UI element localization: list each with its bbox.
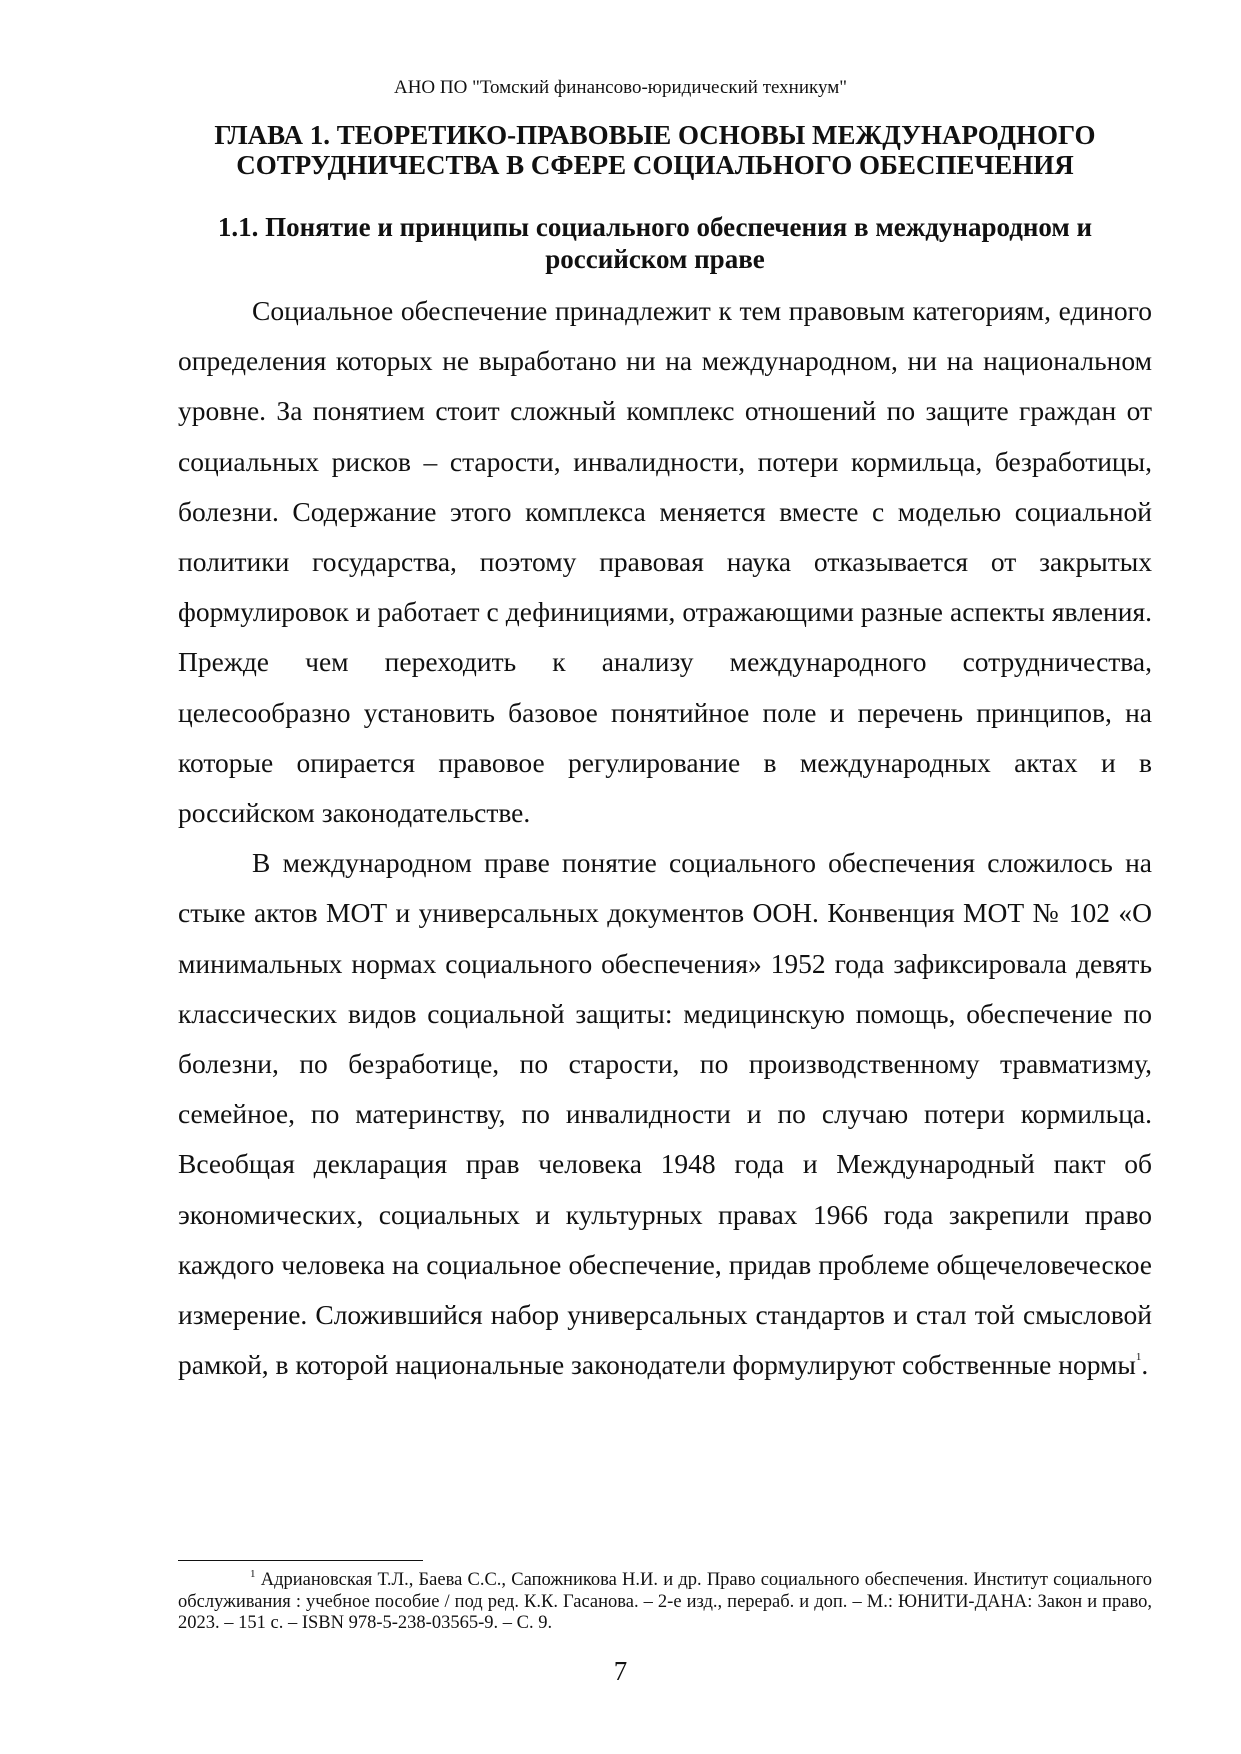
footnote	[178, 1570, 1152, 1635]
page-header: АНО ПО "Томский финансово-юридический техникум"	[393, 77, 848, 98]
section-title	[160, 211, 1150, 275]
page-number: 7	[613, 1656, 628, 1686]
paragraph-2	[178, 838, 1152, 1390]
footnote-reference[interactable]: 1	[1135, 1351, 1142, 1364]
paragraph-2-text: В международном праве понятие социального обеспечения сложилось на стыке актов МОТ и универсальных документов ООН. Конвенция МОТ № 102 «О минимальных нормах социального обеспечения» 1952 года зафиксировала девять классических видов социальной защиты: медицинскую помощь, обеспечение по болезни, по безработице, по старости, по производственному травматизму, семейное, по материнству, по инвалидности и по случаю потери кормильца. Всеобщая декларация прав человека 1948 года и Международный пакт об экономических, социальных и культурных правах 1966 года закрепили право каждого человека на социальное обеспечение, придав проблеме общечеловеческое измерение. Сложившийся набор универсальных стандартов и стал той смысловой рамкой, в которой национальные законодатели формулируют собственные нормы	[178, 847, 1152, 1381]
paragraph-1-text: Социальное обеспечение принадлежит к тем правовым категориям, единого определения которых не выработано ни на международном, ни на национальном уровне. За понятием стоит сложный комплекс отношений по защите граждан от социальных рисков – старости, инвалидности, потери кормильца, безработицы, болезни. Содержание этого комплекса меняется вместе с моделью социальной политики государства, поэтому правовая наука отказывается от закрытых формулировок и работает с дефинициями, отражающими разные аспекты явления. Прежде чем переходить к анализу международного сотрудничества, целесообразно установить базовое понятийное поле и перечень принципов, на которые опирается правовое регулирование в международных актах и в российском законодательстве.	[178, 295, 1152, 829]
footnote-text: Адриановская Т.Л., Баева С.С., Сапожникова Н.И. и др. Право социального обеспечения. Институт социального обслуживания : учебное пособие / под ред. К.К. Гасанова. – 2-е изд., перераб. и доп. – М.: ЮНИТИ-ДАНА: Закон и право, 2023. – 151 с. – ISBN 978-5-238-03565-9. – С. 9.	[178, 1570, 1153, 1633]
footnote-separator	[178, 1560, 423, 1561]
body-text	[178, 286, 1152, 1390]
section-title-line-1: 1.1. Понятие и принципы социального обеспечения в международном и	[217, 212, 1093, 242]
section-title-line-2: российском праве	[545, 244, 765, 274]
chapter-title-line-1: ГЛАВА 1. ТЕОРЕТИКО-ПРАВОВЫЕ ОСНОВЫ МЕЖДУНАРОДНОГО	[214, 120, 1096, 150]
chapter-title	[160, 120, 1150, 180]
chapter-title-line-2: СОТРУДНИЧЕСТВА В СФЕРЕ СОЦИАЛЬНОГО ОБЕСПЕЧЕНИЯ	[236, 150, 1074, 180]
footnote-number: 1	[250, 1568, 256, 1580]
paragraph-2-tail: .	[1141, 1349, 1149, 1381]
paragraph-1	[178, 286, 1152, 838]
